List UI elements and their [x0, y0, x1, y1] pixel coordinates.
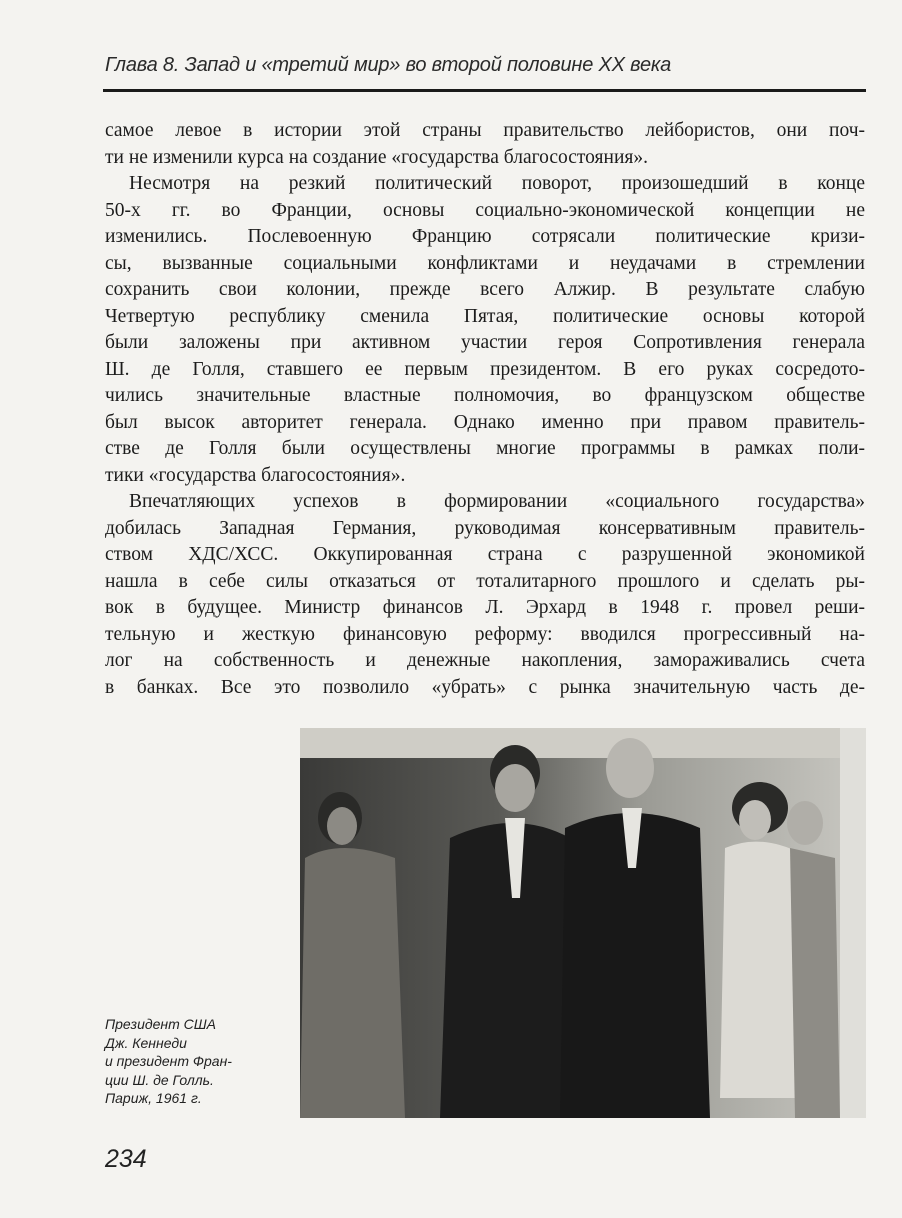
text-line: Впечатляющих успехов в формировании «социального государства» [129, 491, 865, 512]
text-line: чились значительные властные полномочия, во французском обществе [105, 385, 865, 406]
text-line: вок в будущее. Министр финансов Л. Эрхард в 1948 г. провел реши- [105, 597, 865, 618]
caption-line: Президент США [105, 1016, 216, 1032]
text-line: добилась Западная Германия, руководимая консервативным правитель- [105, 517, 865, 539]
text-line: лог на собственность и денежные накопления, замораживались счета [105, 650, 865, 671]
text-line: 50-х гг. во Франции, основы социально-экономической концепции не [105, 199, 865, 221]
text-line: стве де Голля были осуществлены многие программы в рамках поли- [105, 438, 865, 459]
text-line: нашла в себе силы отказаться от тоталитарного прошлого и сделать ры- [105, 570, 865, 592]
body-text [105, 118, 865, 701]
caption-line: ции Ш. де Голль. [105, 1071, 214, 1088]
header-rule [103, 89, 866, 92]
text-line: Несмотря на резкий политический поворот, произошедший в конце [129, 173, 865, 194]
caption-line: Париж, 1961 г. [105, 1090, 202, 1106]
chapter-header: Глава 8. Запад и «третий мир» во второй половине XX века [105, 54, 672, 76]
text-line: сохранить свои колонии, прежде всего Алжир. В результате слабую [105, 279, 865, 300]
page-number: 234 [105, 1145, 147, 1173]
text-line: был высок авторитет генерала. Однако именно при правом правитель- [105, 411, 865, 433]
text-line: тики «государства благосостояния». [105, 464, 406, 486]
text-line: изменились. Послевоенную Францию сотрясали политические кризи- [105, 226, 865, 247]
text-line: Ш. де Голля, ставшего ее первым президентом. В его руках сосредото- [105, 358, 865, 380]
text-line: сы, вызванные социальными конфликтами и неудачами в стремлении [105, 252, 865, 274]
text-line: ством ХДС/ХСС. Оккупированная страна с разрушенной экономикой [105, 544, 865, 565]
text-line: самое левое в истории этой страны правительство лейбористов, они поч- [105, 120, 865, 141]
text-line: тельную и жесткую финансовую реформу: вводился прогрессивный на- [105, 623, 865, 645]
caption-line: и президент Фран- [105, 1053, 232, 1069]
text-line: в банках. Все это позволило «убрать» с рынка значительную часть де- [105, 676, 865, 698]
text-line: Четвертую республику сменила Пятая, политические основы которой [105, 305, 865, 327]
photo-caption [105, 1015, 285, 1108]
photo-image [300, 728, 866, 1118]
photo-kennedy-de-gaulle [300, 728, 866, 1118]
text-line: ти не изменили курса на создание «государства благосостояния». [105, 146, 648, 168]
caption-line: Дж. Кеннеди [105, 1034, 187, 1051]
text-line: были заложены при активном участии героя Сопротивления генерала [105, 332, 865, 353]
